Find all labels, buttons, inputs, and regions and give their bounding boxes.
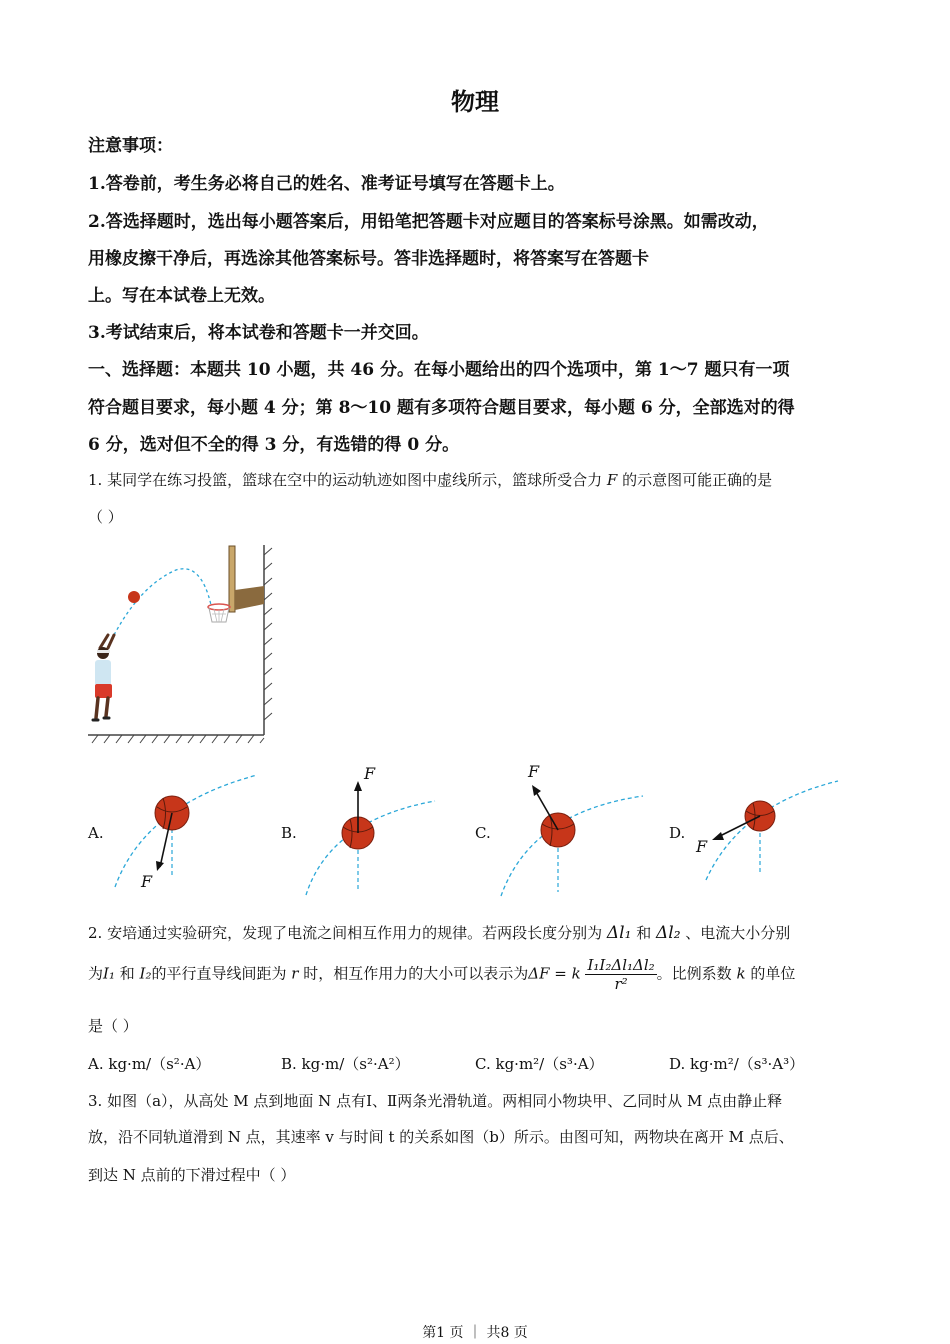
q2-and: 和 xyxy=(636,924,652,942)
wall xyxy=(264,545,272,735)
trajectory-line xyxy=(114,569,211,635)
force-label: F xyxy=(696,837,708,856)
q2-text-c: 的平行直导线间距为 xyxy=(151,964,287,983)
q2-k: k xyxy=(736,964,746,983)
trajectory-line xyxy=(115,775,257,887)
q1-option-c-label: C. xyxy=(475,824,491,842)
q1-force-symbol: F xyxy=(606,471,618,489)
force-label: F xyxy=(141,872,153,891)
basketball xyxy=(128,591,140,603)
q1-option-a-label: A. xyxy=(88,824,104,842)
q2-stem-line-2 xyxy=(88,956,795,993)
player xyxy=(93,635,114,720)
q1-option-d-label: D. xyxy=(669,824,686,842)
q1-scene-figure xyxy=(86,540,276,750)
trajectory-line xyxy=(706,781,838,880)
notice-item-1: 1.答卷前，考生务必将自己的姓名、准考证号填写在答题卡上。 xyxy=(88,174,565,194)
q2-option-b: B. kg·m/（s²·A²） xyxy=(281,1055,410,1073)
q1-option-b-label: B. xyxy=(281,824,297,842)
q2-text-a: 为 xyxy=(88,964,104,983)
q2-stem-part-1: 2. 安培通过实验研究，发现了电流之间相互作用力的规律。若两段长度分别为 xyxy=(88,924,603,942)
page-title: 物理 xyxy=(451,87,499,116)
q2-text-f: 的单位 xyxy=(750,964,796,983)
q1-stem-part-1: 1. 某同学在练习投篮，篮球在空中的运动轨迹如图中虚线所示，篮球所受合力 xyxy=(88,471,603,489)
force-label: F xyxy=(528,762,540,781)
q3-stem-line-2: 放，沿不同轨道滑到 N 点，其速率 v 与时间 t 的关系如图（b）所示。由图可知，两物块在离开 M 点后、 xyxy=(88,1128,794,1146)
q2-text-e: 。比例系数 xyxy=(656,964,732,983)
q2-stem-line-1 xyxy=(88,922,790,943)
section-1-line-1: 一、选择题：本题共 10 小题，共 46 分。在每小题给出的四个选项中，第 1～7 题只有一项 xyxy=(88,360,790,380)
q1-stem-part-2: 的示意图可能正确的是 xyxy=(622,471,773,489)
ground xyxy=(88,735,264,743)
q1-answer-blank: （ ） xyxy=(88,508,123,526)
q2-i1: I₁ xyxy=(103,964,115,983)
q1-option-c-figure xyxy=(495,760,655,900)
q2-dl2: Δl₂ xyxy=(655,923,681,943)
q1-option-b-figure xyxy=(300,765,460,900)
notice-item-3: 3.考试结束后，将本试卷和答题卡一并交回。 xyxy=(88,323,429,343)
notice-item-2-line-3: 上。写在本试卷上无效。 xyxy=(88,286,275,306)
q2-text-d: 时，相互作用力的大小可以表示为 xyxy=(303,964,529,983)
notice-heading: 注意事项： xyxy=(88,136,173,156)
page-footer: 第1 页 ｜ 共8 页 xyxy=(422,1325,528,1341)
q2-option-c: C. kg·m²/（s³·A） xyxy=(475,1055,604,1073)
q2-option-a: A. kg·m/（s²·A） xyxy=(88,1055,211,1073)
q2-text-b: 和 xyxy=(119,964,135,983)
q3-stem-line-1: 3. 如图（a），从高处 M 点到地面 N 点有Ⅰ、Ⅱ两条光滑轨道。两相同小物块甲、乙同时从 M 点由静止释 xyxy=(88,1092,783,1110)
q1-option-a-figure xyxy=(105,765,265,895)
q2-r: r xyxy=(291,964,299,983)
q2-i2: I₂ xyxy=(139,964,152,983)
force-label: F xyxy=(364,765,376,783)
q2-dl1: Δl₁ xyxy=(606,923,632,943)
q2-formula-numerator: I₁I₂Δl₁Δl₂ xyxy=(587,956,655,974)
q2-formula-denominator: r² xyxy=(614,975,628,993)
trajectory-line xyxy=(306,801,435,895)
notice-item-2-line-1: 2.答选择题时，选出每小题答案后，用铅笔把答题卡对应题目的答案标号涂黑。如需改动， xyxy=(88,212,769,232)
q1-stem xyxy=(88,469,772,490)
section-1-line-2: 符合题目要求，每小题 4 分；第 8～10 题有多项符合题目要求，每小题 6 分，全部选对的得 xyxy=(88,398,795,418)
section-1-line-3: 6 分，选对但不全的得 3 分，有选错的得 0 分。 xyxy=(88,435,460,455)
q2-option-d: D. kg·m²/（s³·A³） xyxy=(669,1055,805,1073)
hoop-backboard xyxy=(208,546,264,622)
q3-stem-line-3: 到达 N 点前的下滑过程中（ ） xyxy=(88,1166,296,1184)
q2-stem-line-3: 是（ ） xyxy=(88,1017,138,1035)
q2-formula-lhs: ΔF = k xyxy=(528,964,581,983)
trajectory-line xyxy=(501,796,643,896)
q2-formula-fraction xyxy=(585,956,656,993)
q1-option-d-figure xyxy=(690,765,850,885)
notice-item-2-line-2: 用橡皮擦干净后，再选涂其他答案标号。答非选择题时，将答案写在答题卡 xyxy=(88,249,649,269)
q2-stem-part-1-end: 、电流大小分别 xyxy=(685,924,791,942)
